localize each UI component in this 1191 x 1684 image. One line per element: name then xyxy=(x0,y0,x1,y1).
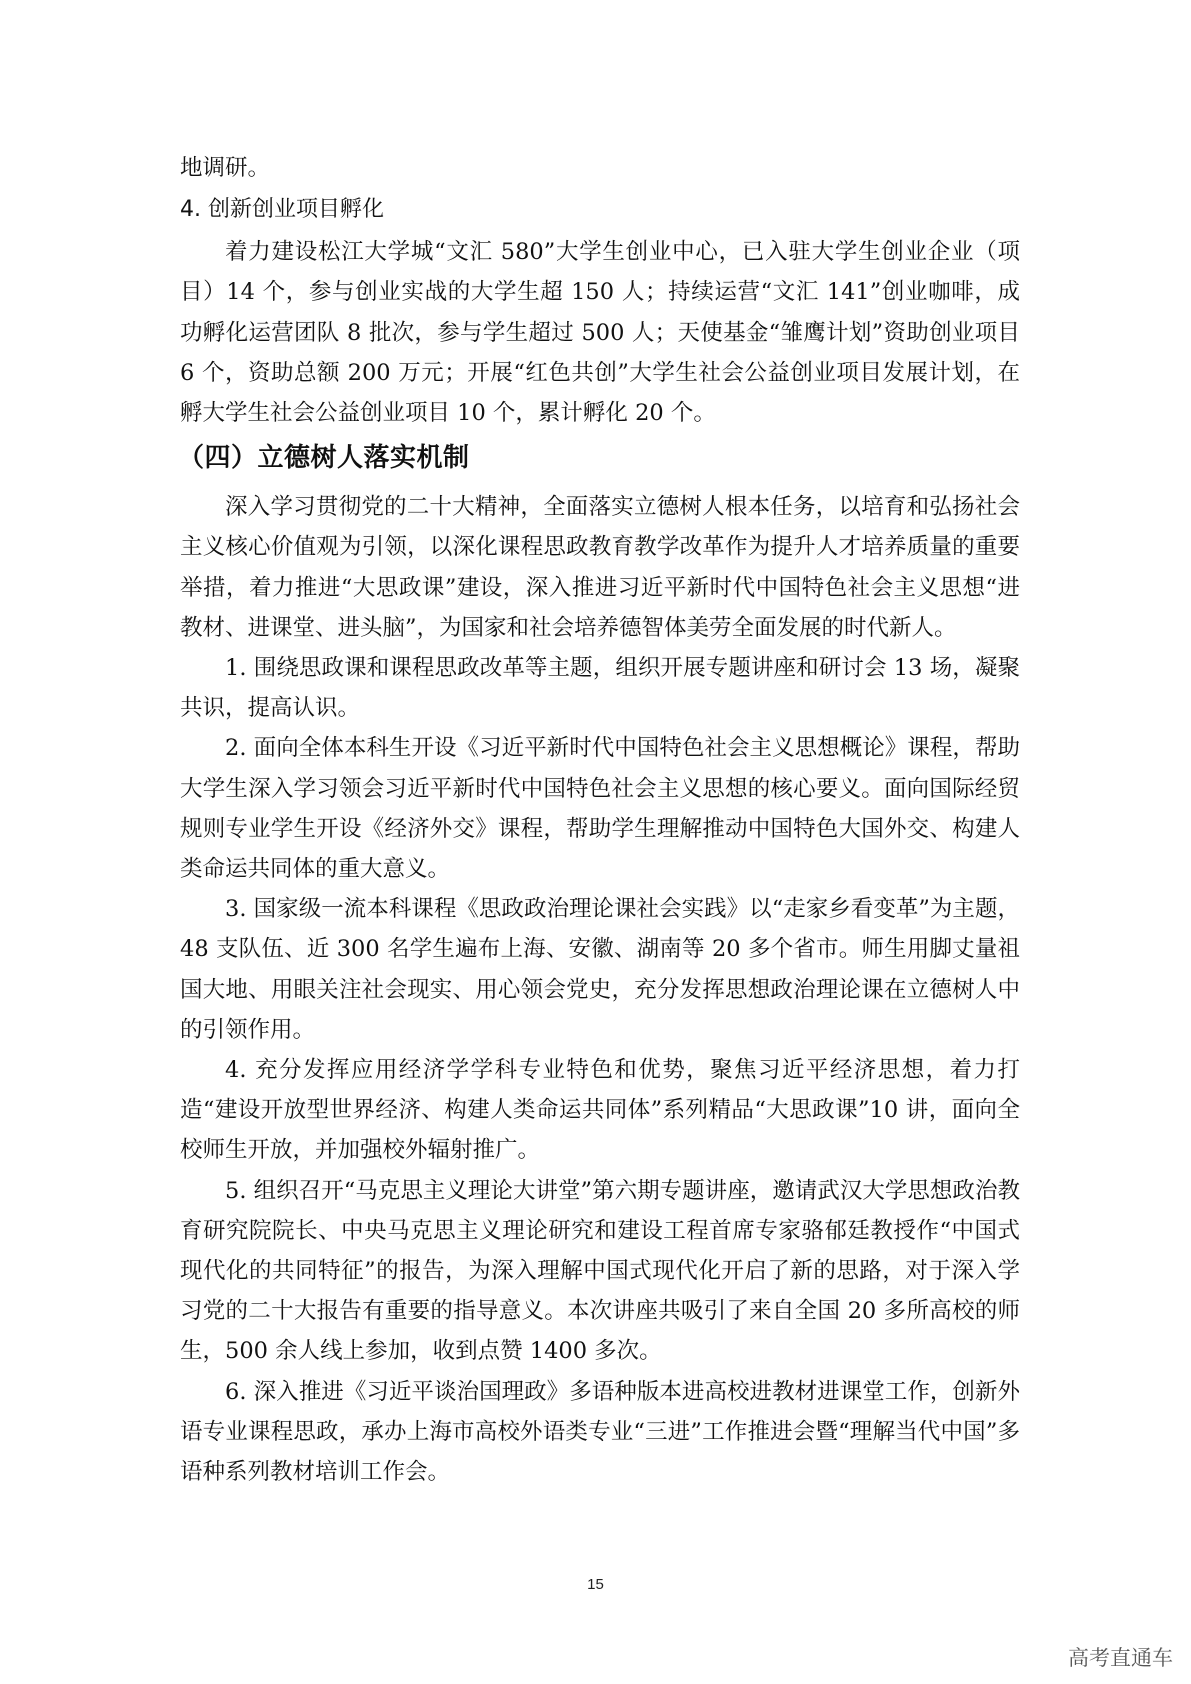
section-heading: （四）立德树人落实机制 xyxy=(178,443,470,474)
list-item: 4. 充分发挥应用经济学学科专业特色和优势，聚焦习近平经济思想，着力打造“建设开放型世界经济、构建人类命运共同体”系列精品“大思政课”10 讲，面向全校师生开放，并加强校外辐射推广。 xyxy=(180,1057,1020,1164)
section4-heading: 4. 创新创业项目孵化 xyxy=(180,197,384,223)
lead-fragment: 地调研。 xyxy=(180,155,271,181)
list-item: 3. 国家级一流本科课程《思政政治理论课社会实践》以“走家乡看变革”为主题，48 支队伍、近 300 名学生遍布上海、安徽、湖南等 20 多个省市。师生用脚丈量祖国大地、用眼关注社会现实、用心领会党史，充分发挥思想政治理论课在立德树人中的引领作用。 xyxy=(180,896,1020,1043)
watermark-text: 高考直通车 xyxy=(1068,1646,1173,1670)
list-item: 6. 深入推进《习近平谈治国理政》多语种版本进高校进教材进课堂工作，创新外语专业课程思政，承办上海市高校外语类专业“三进”工作推进会暨“理解当代中国”多语种系列教材培训工作会。 xyxy=(180,1378,1020,1486)
intro-paragraph: 深入学习贯彻党的二十大精神，全面落实立德树人根本任务，以培育和弘扬社会主义核心价值观为引领，以深化课程思政教育教学改革作为提升人才培养质量的重要举措，着力推进“大思政课”建设，深入推进习近平新时代中国特色社会主义思想“进教材、进课堂、进头脑”，为国家和社会培养德智体美劳全面发展的时代新人。 xyxy=(180,494,1020,641)
list-item: 5. 组织召开“马克思主义理论大讲堂”第六期专题讲座，邀请武汉大学思想政治教育研究院院长、中央马克思主义理论研究和建设工程首席专家骆郁廷教授作“中国式现代化的共同特征”的报告，为深入理解中国式现代化开启了新的思路，对于深入学习党的二十大报告有重要的指导意义。本次讲座共吸引了来自全国 20 多所高校的师生，500 余人线上参加，收到点赞 1400 多次。 xyxy=(180,1177,1020,1365)
page-number: 15 xyxy=(587,1576,604,1593)
list-item: 1. 围绕思政课和课程思政改革等主题，组织开展专题讲座和研讨会 13 场，凝聚共识，提高认识。 xyxy=(180,655,1020,722)
section4-paragraph: 着力建设松江大学城“文汇 580”大学生创业中心，已入驻大学生创业企业（项目）14 个，参与创业实战的大学生超 150 人；持续运营“文汇 141”创业咖啡，成功孵化运营团队 8 批次，参与学生超过 500 人；天使基金“雏鹰计划”资助创业项目 6 个，资助总额 200 万元；开展“红色共创”大学生社会公益创业项目发展计划，在孵大学生社会公益创业项目 10 个，累计孵化 20 个。 xyxy=(180,239,1020,427)
list-item: 2. 面向全体本科生开设《习近平新时代中国特色社会主义思想概论》课程，帮助大学生深入学习领会习近平新时代中国特色社会主义思想的核心要义。面向国际经贸规则专业学生开设《经济外交》课程，帮助学生理解推动中国特色大国外交、构建人类命运共同体的重大意义。 xyxy=(180,735,1020,883)
page-content xyxy=(180,148,1020,1492)
